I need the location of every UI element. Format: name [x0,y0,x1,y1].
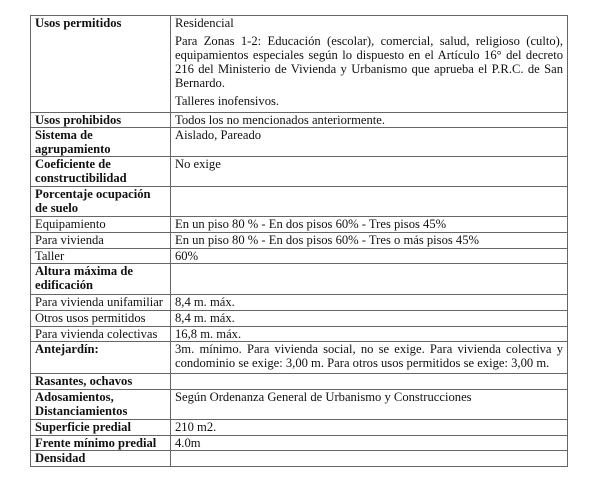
row-label: Frente mínimo predial [31,436,171,451]
table-row [31,264,568,295]
row-value: 4.0m [171,436,568,451]
table-row [31,311,568,327]
row-value: 16,8 m. máx. [171,327,568,342]
row-label: Densidad [31,451,171,467]
table-row [31,113,568,128]
table-row [31,436,568,451]
row-value: 210 m2. [171,420,568,436]
row-value: Según Ordenanza General de Urbanismo y Construcciones [171,390,568,420]
row-value [171,16,568,113]
table-row [31,451,568,467]
row-value: 3m. mínimo. Para vivienda social, no se exige. Para vivienda colectiva y condominio se exige: 3,00 m. Para otros usos permitidos se exige: 3,00 m. [171,342,568,374]
row-value-paragraph: Para Zonas 1-2: Educación (escolar), comercial, salud, religioso (culto), equipamientos especiales según lo dispuesto en el Artículo 16° del decreto 216 del Ministerio de Vivienda y Urbanismo que aprueba el P.R.C. de San Bernardo. [175,34,563,90]
row-value: Todos los no mencionados anteriormente. [171,113,568,128]
table-row [31,16,568,113]
row-value: 8,4 m. máx. [171,311,568,327]
row-label: Coeficiente de constructibilidad [31,157,171,187]
row-label: Usos prohibidos [31,113,171,128]
row-label: Usos permitidos [31,16,171,113]
row-label: Rasantes, ochavos [31,374,171,390]
row-label: Sistema de agrupamiento [31,128,171,157]
table-row [31,157,568,187]
zoning-table [30,15,568,467]
row-value-paragraph: Talleres inofensivos. [175,94,280,108]
row-label: Altura máxima de edificación [31,264,171,295]
row-value [171,451,568,467]
row-label: Equipamiento [31,217,171,233]
row-value [171,187,568,217]
table-row [31,233,568,249]
table-row [31,390,568,420]
row-value: En un piso 80 % - En dos pisos 60% - Tres pisos 45% [171,217,568,233]
row-value-paragraph: Residencial [175,16,234,30]
row-value: Aislado, Pareado [171,128,568,157]
row-label: Superficie predial [31,420,171,436]
row-label: Para vivienda colectivas [31,327,171,342]
row-label: Otros usos permitidos [31,311,171,327]
row-value: 8,4 m. máx. [171,295,568,311]
table-row [31,128,568,157]
table-row [31,295,568,311]
row-value: 60% [171,249,568,264]
row-value: En un piso 80 % - En dos pisos 60% - Tres o más pisos 45% [171,233,568,249]
row-label: Para vivienda [31,233,171,249]
row-label: Adosamientos, Distanciamientos [31,390,171,420]
row-value [171,374,568,390]
table-row [31,327,568,342]
row-value: No exige [171,157,568,187]
row-label: Porcentaje ocupación de suelo [31,187,171,217]
row-value [171,264,568,295]
row-label: Para vivienda unifamiliar [31,295,171,311]
table-row [31,420,568,436]
table-row [31,374,568,390]
table-row [31,187,568,217]
table-row [31,342,568,374]
row-label: Taller [31,249,171,264]
table-row [31,249,568,264]
row-label: Antejardín: [31,342,171,374]
table-row [31,217,568,233]
